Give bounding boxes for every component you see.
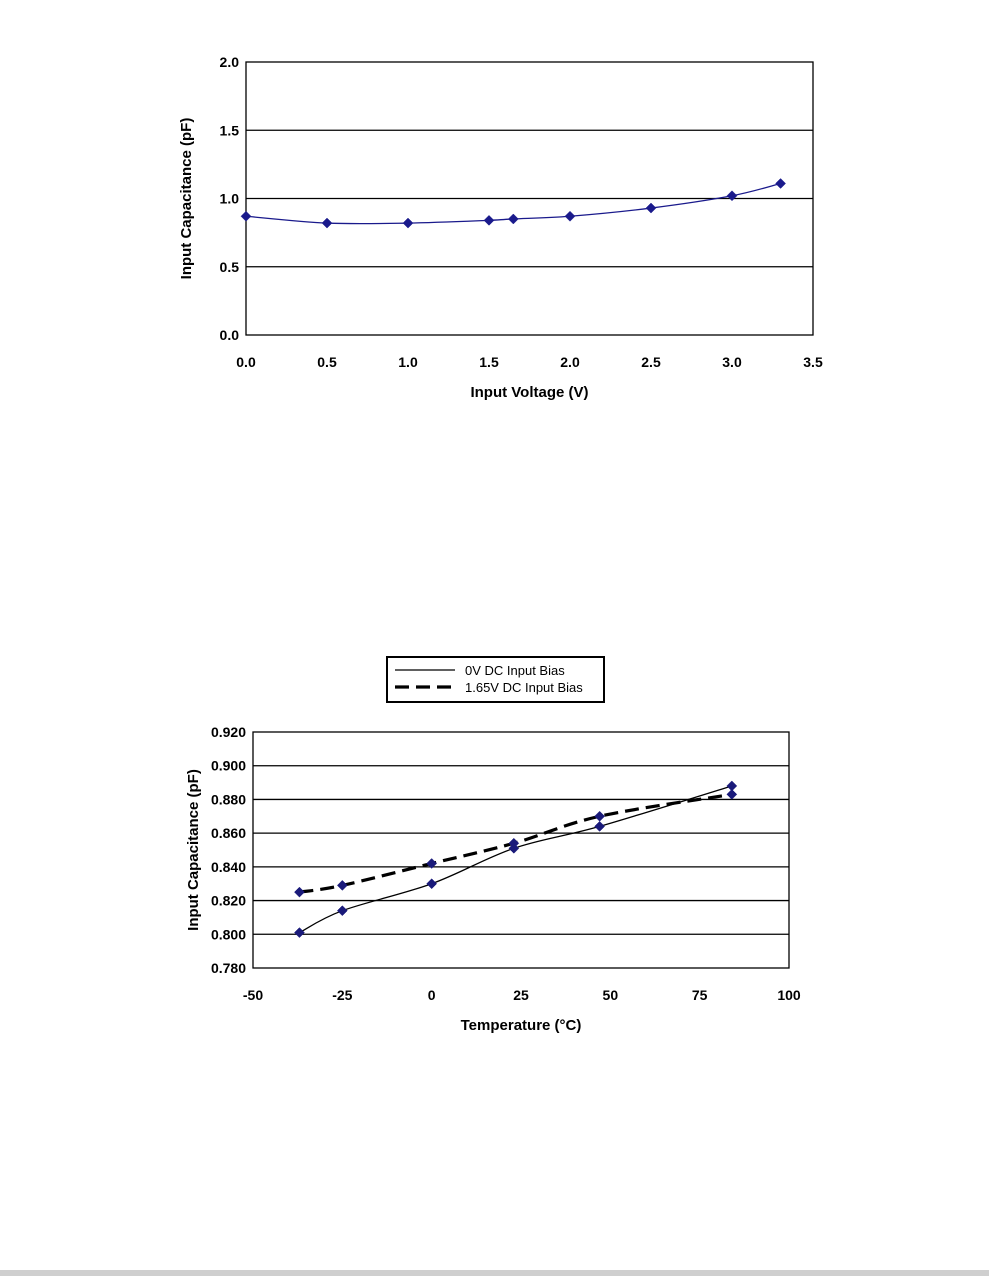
x-tick-label: 0 <box>427 987 436 1003</box>
x-tick-label: 1.0 <box>398 354 418 370</box>
y-tick-label: 0.0 <box>219 327 239 343</box>
data-point-marker <box>508 214 518 224</box>
x-tick-label: 2.5 <box>641 354 661 370</box>
y-tick-label: 0.5 <box>219 258 239 275</box>
capacitance-vs-voltage-chart <box>0 0 989 420</box>
data-point-marker <box>646 203 656 213</box>
y-tick-label: 0.820 <box>210 892 246 909</box>
y-axis-title: Input Capacitance (pF) <box>185 769 202 931</box>
x-tick-label: 100 <box>777 987 801 1003</box>
x-tick-label: -50 <box>242 987 264 1003</box>
data-point-marker <box>294 928 304 938</box>
plot-area <box>253 732 789 968</box>
y-axis-title: Input Capacitance (pF) <box>178 117 195 280</box>
data-point-marker <box>595 811 605 821</box>
y-tick-label: 1.5 <box>219 122 239 139</box>
data-point-marker <box>727 191 737 201</box>
legend-label: 1.65V DC Input Bias <box>465 680 583 695</box>
data-point-marker <box>776 178 786 188</box>
x-tick-label: 0.0 <box>236 354 256 370</box>
page-bottom-bar <box>0 1270 989 1276</box>
x-tick-label: 50 <box>602 987 619 1003</box>
x-axis-title: Input Voltage (V) <box>470 384 589 401</box>
series-line-1 <box>299 786 731 933</box>
data-point-marker <box>727 789 737 799</box>
x-tick-label: 2.0 <box>560 354 580 370</box>
y-tick-label: 0.840 <box>210 858 246 875</box>
data-point-marker <box>241 211 251 221</box>
x-tick-label: 25 <box>513 987 529 1003</box>
data-point-marker <box>595 821 605 831</box>
data-point-marker <box>427 879 437 889</box>
y-tick-label: 0.880 <box>210 791 246 808</box>
y-tick-label: 1.0 <box>219 190 239 207</box>
capacitance-vs-temperature-chart <box>0 640 989 1050</box>
data-point-marker <box>565 211 575 221</box>
data-point-marker <box>337 880 347 890</box>
y-tick-label: 0.920 <box>210 724 246 740</box>
legend-label: 0V DC Input Bias <box>465 663 565 678</box>
x-tick-label: 0.5 <box>317 354 337 370</box>
x-tick-label: 1.5 <box>479 354 499 370</box>
x-axis-title: Temperature (°C) <box>460 1017 582 1034</box>
data-point-marker <box>484 215 494 225</box>
y-tick-label: 0.800 <box>210 926 246 943</box>
data-point-marker <box>403 218 413 228</box>
x-tick-label: -25 <box>332 987 353 1003</box>
y-tick-label: 0.780 <box>210 960 246 976</box>
x-tick-label: 3.0 <box>722 354 742 370</box>
data-point-marker <box>294 887 304 897</box>
data-point-marker <box>322 218 332 228</box>
y-tick-label: 0.900 <box>210 757 246 774</box>
data-point-marker <box>337 906 347 916</box>
y-tick-label: 2.0 <box>219 54 239 70</box>
x-tick-label: 75 <box>691 987 708 1003</box>
x-tick-label: 3.5 <box>803 354 823 370</box>
y-tick-label: 0.860 <box>210 825 246 842</box>
